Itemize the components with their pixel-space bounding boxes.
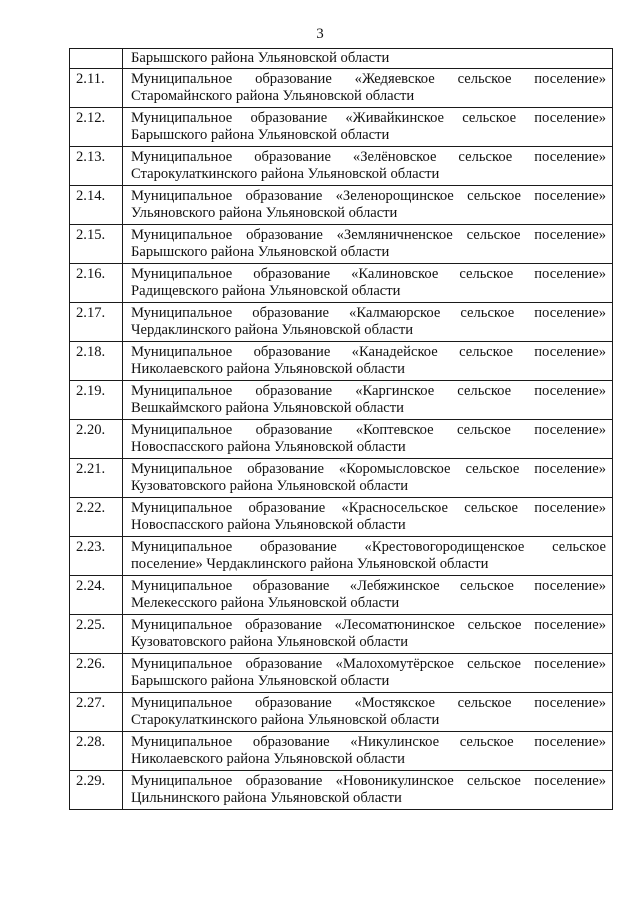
table-body: [70, 49, 613, 810]
item-number: 2.14.: [70, 186, 123, 225]
number-cell-empty: [70, 49, 123, 69]
item-text: Муниципальное образование «Каргинское сельское поселение» Вешкаймского района Ульяновской области: [123, 381, 613, 420]
item-number: 2.22.: [70, 498, 123, 537]
table-row: [70, 381, 613, 420]
table-row: [70, 264, 613, 303]
table-row: [70, 459, 613, 498]
item-number: 2.11.: [70, 69, 123, 108]
table-row: [70, 537, 613, 576]
item-text: Муниципальное образование «Красносельское сельское поселение» Новоспасского района Ульяновской области: [123, 498, 613, 537]
item-text: Муниципальное образование «Зелёновское сельское поселение» Старокулаткинского района Ульяновской области: [123, 147, 613, 186]
item-text: Муниципальное образование «Земляничненское сельское поселение» Барышского района Ульяновской области: [123, 225, 613, 264]
table-row: [70, 69, 613, 108]
item-text: Муниципальное образование «Калмаюрское сельское поселение» Чердаклинского района Ульяновской области: [123, 303, 613, 342]
table-row: [70, 420, 613, 459]
item-text: Муниципальное образование «Мостякское сельское поселение» Старокулаткинского района Ульяновской области: [123, 693, 613, 732]
table-row: [70, 771, 613, 810]
table-row: [70, 654, 613, 693]
table-row: [70, 342, 613, 381]
item-text: Муниципальное образование «Лесоматюнинское сельское поселение» Кузоватовского района Ульяновской области: [123, 615, 613, 654]
item-number: 2.17.: [70, 303, 123, 342]
table-row: [70, 576, 613, 615]
item-text: Муниципальное образование «Коромысловское сельское поселение» Кузоватовского района Ульяновской области: [123, 459, 613, 498]
table-row: [70, 303, 613, 342]
item-text: Муниципальное образование «Лебяжинское сельское поселение» Мелекесского района Ульяновской области: [123, 576, 613, 615]
item-number: 2.19.: [70, 381, 123, 420]
item-number: 2.29.: [70, 771, 123, 810]
table-row: [70, 732, 613, 771]
item-number: 2.13.: [70, 147, 123, 186]
item-number: 2.26.: [70, 654, 123, 693]
item-number: 2.28.: [70, 732, 123, 771]
item-number: 2.24.: [70, 576, 123, 615]
item-text: Муниципальное образование «Никулинское сельское поселение» Николаевского района Ульяновской области: [123, 732, 613, 771]
item-number: 2.15.: [70, 225, 123, 264]
item-text: Муниципальное образование «Жедяевское сельское поселение» Старомайнского района Ульяновской области: [123, 69, 613, 108]
item-text: Муниципальное образование «Зеленорощинское сельское поселение» Ульяновского района Ульяновской области: [123, 186, 613, 225]
table-row: [70, 225, 613, 264]
item-text: Муниципальное образование «Крестовогородищенское сельское поселение» Чердаклинского района Ульяновской области: [123, 537, 613, 576]
item-number: 2.16.: [70, 264, 123, 303]
table-row: [70, 498, 613, 537]
item-text: Муниципальное образование «Калиновское сельское поселение» Радищевского района Ульяновской области: [123, 264, 613, 303]
item-text: Муниципальное образование «Новоникулинское сельское поселение» Цильнинского района Ульяновской области: [123, 771, 613, 810]
item-number: 2.21.: [70, 459, 123, 498]
item-number: 2.27.: [70, 693, 123, 732]
item-number: 2.20.: [70, 420, 123, 459]
table-row-continuation: [70, 49, 613, 69]
municipalities-table: [69, 48, 613, 810]
item-number: 2.23.: [70, 537, 123, 576]
item-text: Муниципальное образование «Коптевское сельское поселение» Новоспасского района Ульяновской области: [123, 420, 613, 459]
item-text: Муниципальное образование «Живайкинское сельское поселение» Барышского района Ульяновской области: [123, 108, 613, 147]
table-row: [70, 615, 613, 654]
continuation-text: Барышского района Ульяновской области: [123, 49, 613, 69]
item-number: 2.12.: [70, 108, 123, 147]
item-number: 2.25.: [70, 615, 123, 654]
table-row: [70, 693, 613, 732]
item-number: 2.18.: [70, 342, 123, 381]
item-text: Муниципальное образование «Канадейское сельское поселение» Николаевского района Ульяновской области: [123, 342, 613, 381]
table-row: [70, 186, 613, 225]
page-number: 3: [316, 26, 324, 42]
item-text: Муниципальное образование «Малохомутёрское сельское поселение» Барышского района Ульяновской области: [123, 654, 613, 693]
table-row: [70, 147, 613, 186]
table-row: [70, 108, 613, 147]
